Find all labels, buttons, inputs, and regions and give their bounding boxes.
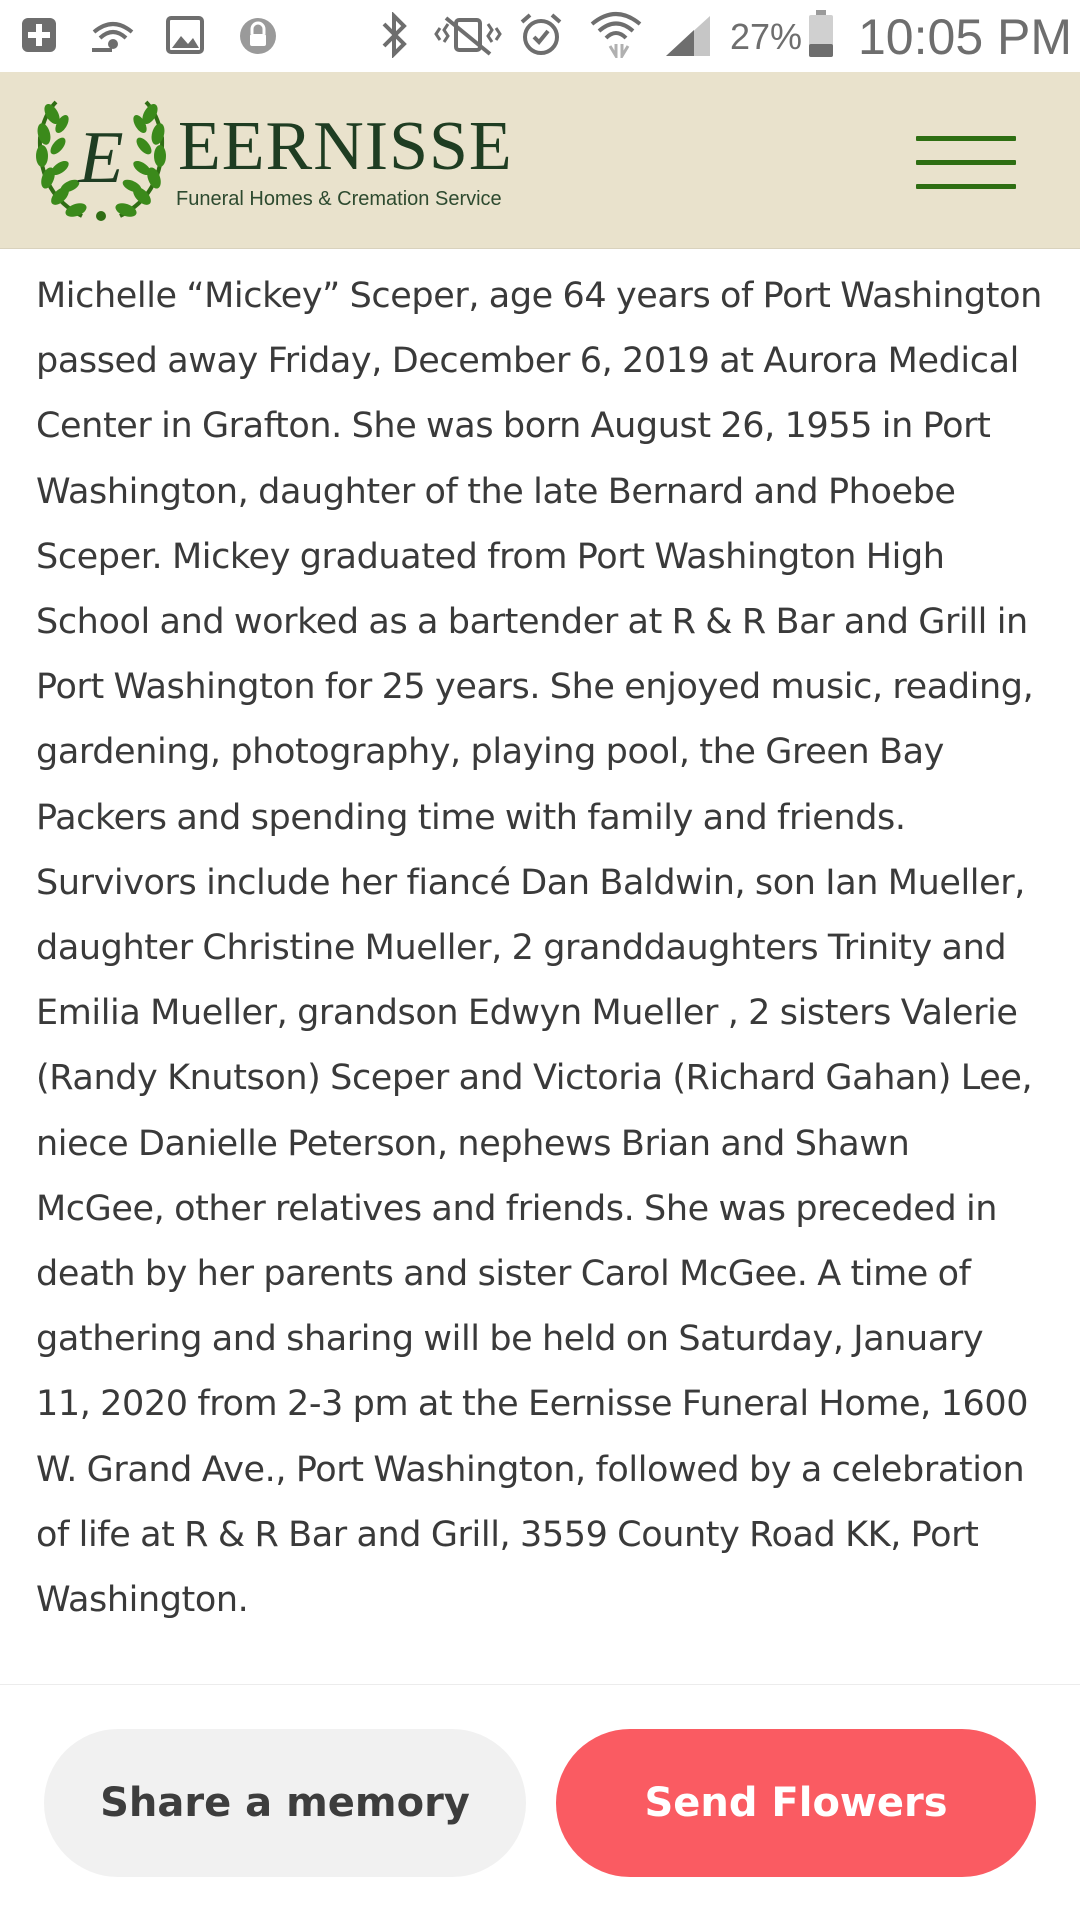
- alarm-icon: [518, 12, 564, 58]
- wifi-icon: [590, 10, 642, 58]
- action-bar: [0, 1684, 1080, 1921]
- signal-icon: [664, 14, 714, 58]
- site-header: [0, 72, 1080, 249]
- obituary-content: [36, 264, 1046, 1684]
- cast-icon: [90, 18, 136, 54]
- lock-icon: [238, 14, 278, 56]
- brand-tagline: Funeral Homes & Cremation Service: [176, 188, 502, 210]
- status-bar: [0, 0, 1080, 72]
- share-memory-button[interactable]: Share a memory: [44, 1729, 526, 1877]
- add-icon: [20, 16, 58, 54]
- battery-percent: 27%: [730, 16, 803, 57]
- image-icon: [166, 16, 204, 54]
- obituary-text: Michelle “Mickey” Sceper, age 64 years of Port Washington passed away Friday, December 6, 2019 at Aurora Medical Center in Grafton. She was born August 26, 1955 in Port Washington, daughter of the late Bernard and Phoebe Sceper. Mickey graduated from Port Washington High School and worked as a bartender at R & R Bar and Grill in Port Washington for 25 years. She enjoyed music, reading, gardening, photography, playing pool, the Green Bay Packers and spending time with family and friends. Survivors include her fiancé Dan Baldwin, son Ian Mueller, daughter Christine Mueller, 2 granddaughters Trinity and Emilia Mueller, grandson Edwyn Mueller , 2 sisters Valerie (Randy Knutson) Sceper and Victoria (Richard Gahan) Lee, niece Danielle Peterson, nephews Brian and Shawn McGee, other relatives and friends. She was preceded in death by her parents and sister Carol McGee. A time of gathering and sharing will be held on Saturday, January 11, 2020 from 2-3 pm at the Eernisse Funeral Home, 1600 W. Grand Ave., Port Washington, followed by a celebration of life at R & R Bar and Grill, 3559 County Road KK, Port Washington.: [36, 276, 1042, 1621]
- clock-time: 10:05 PM: [858, 9, 1073, 65]
- hamburger-icon: [916, 184, 1016, 189]
- vibrate-icon: [432, 14, 504, 56]
- brand-name: EERNISSE: [178, 108, 513, 185]
- brand-logo[interactable]: [30, 98, 550, 224]
- hamburger-icon: [916, 160, 1016, 165]
- send-flowers-button[interactable]: Send Flowers: [556, 1729, 1036, 1877]
- bluetooth-icon: [380, 12, 410, 58]
- hamburger-icon: [916, 136, 1016, 141]
- battery-icon: [808, 10, 834, 58]
- menu-button[interactable]: [910, 132, 1022, 196]
- laurel-wreath-icon: [30, 98, 172, 224]
- logo-letter: E: [78, 117, 124, 199]
